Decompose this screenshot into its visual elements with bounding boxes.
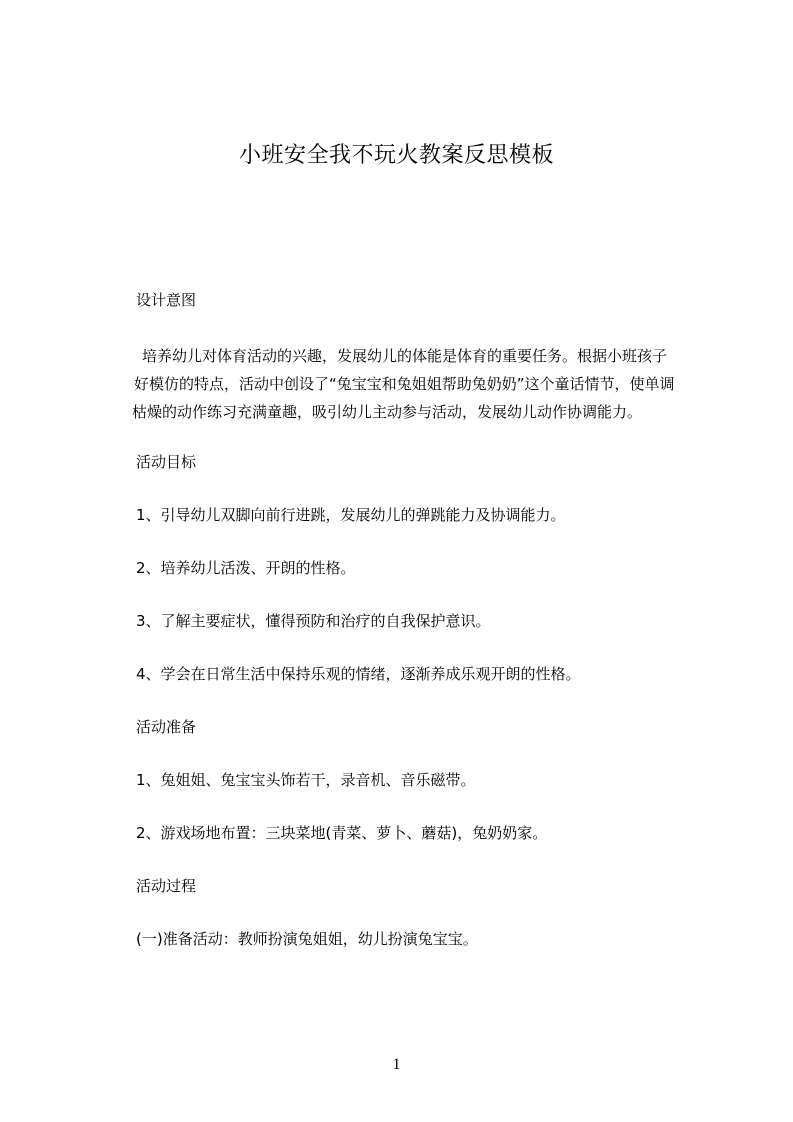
goal-item: 4、学会在日常生活中保持乐观的情绪，逐渐养成乐观开朗的性格。 xyxy=(136,665,581,683)
section-heading-design: 设计意图 xyxy=(136,291,197,309)
section-heading-goals: 活动目标 xyxy=(136,453,197,471)
prep-item: 2、游戏场地布置：三块菜地(青菜、萝卜、蘑菇)，兔奶奶家。 xyxy=(136,824,548,842)
goal-item: 3、了解主要症状，懂得预防和治疗的自我保护意识。 xyxy=(136,612,491,630)
goal-item: 1、引导幼儿双脚向前行进跳，发展幼儿的弹跳能力及协调能力。 xyxy=(136,506,566,524)
paragraph-line: 枯燥的动作练习充满童趣，吸引幼儿主动参与活动，发展幼儿动作协调能力。 xyxy=(132,403,643,421)
goal-item: 2、培养幼儿活泼、开朗的性格。 xyxy=(136,559,356,577)
paragraph-line: 培养幼儿对体育活动的兴趣，发展幼儿的体能是体育的重要任务。根据小班孩子 xyxy=(142,347,668,365)
section-heading-process: 活动过程 xyxy=(136,877,197,895)
process-item: (一)准备活动：教师扮演兔姐姐，幼儿扮演兔宝宝。 xyxy=(136,930,478,948)
prep-item: 1、兔姐姐、兔宝宝头饰若干，录音机、音乐磁带。 xyxy=(136,771,476,789)
page-number: 1 xyxy=(392,1056,401,1073)
design-intent-paragraph xyxy=(132,342,706,426)
paragraph-line: 好模仿的特点，活动中创设了“兔宝宝和兔姐姐帮助兔奶奶”这个童话情节，使单调 xyxy=(134,375,675,393)
section-heading-prep: 活动准备 xyxy=(136,718,197,736)
document-title: 小班安全我不玩火教案反思模板 xyxy=(238,143,554,168)
